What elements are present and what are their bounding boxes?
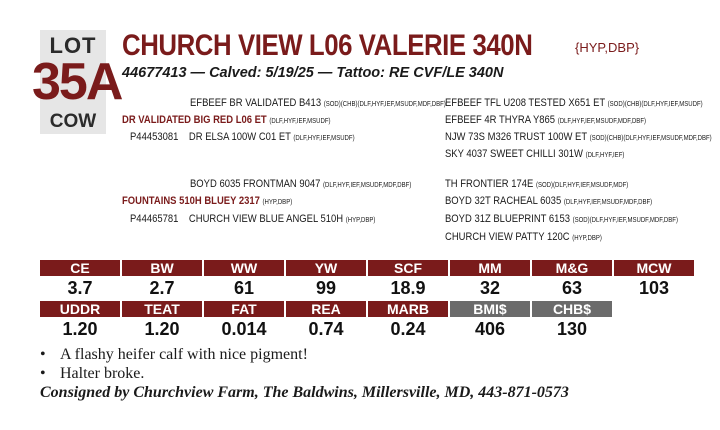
epd-header-bw: BW xyxy=(122,260,202,276)
epd-header-mg: M&G xyxy=(532,260,612,276)
epd-header-fat: FAT xyxy=(204,301,284,317)
epd-header-uddr: UDDR xyxy=(40,301,120,317)
epd-header-bmi: BMI$ xyxy=(450,301,530,317)
pedigree-dsd: BOYD 32T RACHEAL 6035 (DLF,HYF,IEF,MSUDF,MDF,DBF) xyxy=(445,195,653,207)
epd-value-fat: 0.014 xyxy=(221,319,267,339)
epd-value-ce: 3.7 xyxy=(67,278,93,298)
animal-name: CHURCH VIEW L06 VALERIE 340N xyxy=(122,29,533,62)
pedigree-ssd: EFBEEF 4R THYRA Y865 (DLF,HYF,IEF,MSUDF,MDF,DBF) xyxy=(445,114,646,126)
epd-header-ce: CE xyxy=(40,260,120,276)
epd-value-chb: 130 xyxy=(556,319,588,339)
epd-header-scf: SCF xyxy=(368,260,448,276)
pedigree-sire-sire: EFBEEF BR VALIDATED B413 (SOD)(CHB)(DLF,HYF,IEF,MSUDF,MDF,DBF) xyxy=(190,97,446,109)
epd-value-uddr: 1.20 xyxy=(62,319,98,339)
epd-value-teat: 1.20 xyxy=(144,319,180,339)
epd-value-mm: 32 xyxy=(479,278,501,298)
epd-header-ww: WW xyxy=(204,260,284,276)
pedigree-sss: EFBEEF TFL U208 TESTED X651 ET (SOD)(CHB)(DLF,HYF,IEF,MSUDF) xyxy=(445,97,703,109)
pedigree-sire-dam: P44453081 DR ELSA 100W C01 ET (DLF,HYF,IEF,MSUDF) xyxy=(130,131,355,143)
epd-value-ww: 61 xyxy=(233,278,255,298)
epd-value-bw: 2.7 xyxy=(149,278,175,298)
epd-value-yw: 99 xyxy=(315,278,337,298)
pedigree-dam-sire: BOYD 6035 FRONTMAN 9047 (DLF,HYF,IEF,MSUDF,MDF,DBF) xyxy=(190,178,412,190)
epd-value-scf: 18.9 xyxy=(390,278,426,298)
epd-value-marb: 0.24 xyxy=(390,319,426,339)
pedigree-dam-dam: P44465781 CHURCH VIEW BLUE ANGEL 510H (HYP,DBP) xyxy=(130,213,376,225)
epd-header-rea: REA xyxy=(286,301,366,317)
epd-value-mcw: 103 xyxy=(638,278,670,298)
epd-header-teat: TEAT xyxy=(122,301,202,317)
consignor-line: Consigned by Churchview Farm, The Baldwins, Millersville, MD, 443-871-0573 xyxy=(40,384,569,401)
pedigree-dss: TH FRONTIER 174E (SOD)(DLF,HYF,IEF,MSUDF,MDF) xyxy=(445,178,629,190)
pedigree-ddd: CHURCH VIEW PATTY 120C (HYP,DBP) xyxy=(445,231,602,243)
bullet-icon: • xyxy=(40,365,46,382)
epd-value-mg: 63 xyxy=(561,278,583,298)
note-item: • A flashy heifer calf with nice pigment! xyxy=(40,346,308,363)
pedigree-sdd: SKY 4037 SWEET CHILLI 301W (DLF,HYF,IEF) xyxy=(445,148,625,160)
pedigree-dam: FOUNTAINS 510H BLUEY 2317 (HYP,DBP) xyxy=(122,195,293,207)
lot-number: 35A xyxy=(32,53,122,111)
bullet-icon: • xyxy=(40,346,46,363)
lot-label: LOT xyxy=(49,33,97,58)
pedigree-sire: DR VALIDATED BIG RED L06 ET (DLF,HYF,IEF,MSUDF) xyxy=(122,114,331,126)
epd-header-yw: YW xyxy=(286,260,366,276)
epd-header-marb: MARB xyxy=(368,301,448,317)
epd-value-bmi: 406 xyxy=(474,319,506,339)
animal-tags: {HYP,DBP} xyxy=(575,40,640,55)
pedigree-sds: NJW 73S M326 TRUST 100W ET (SOD)(CHB)(DLF,HYF,IEF,MSUDF,MDF,DBF) xyxy=(445,131,712,143)
registration-line: 44677413 — Calved: 5/19/25 — Tattoo: RE CVF/LE 340N xyxy=(122,65,504,81)
pedigree-dds: BOYD 31Z BLUEPRINT 6153 (SOD)(DLF,HYF,IEF,MSUDF,MDF,DBF) xyxy=(445,213,678,225)
epd-header-mm: MM xyxy=(450,260,530,276)
epd-header-chb: CHB$ xyxy=(532,301,612,317)
note-item: • Halter broke. xyxy=(40,365,145,382)
epd-value-rea: 0.74 xyxy=(308,319,344,339)
lot-sex: COW xyxy=(49,111,97,132)
epd-header-mcw: MCW xyxy=(614,260,694,276)
